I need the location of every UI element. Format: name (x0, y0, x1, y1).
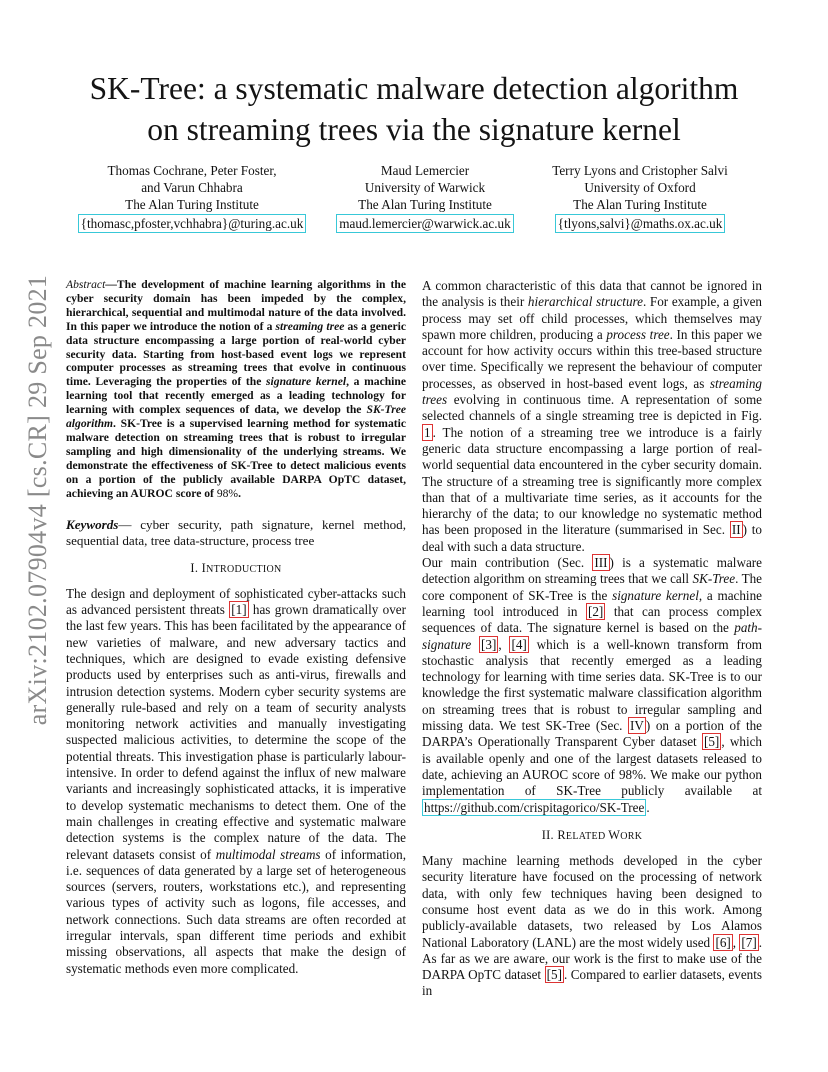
abstract-term: SK-Tree algorithm (66, 403, 406, 431)
author-affiliation: University of Warwick (364, 180, 486, 195)
abstract (66, 278, 406, 501)
citation-link[interactable]: [3] (481, 636, 497, 652)
body-text: ) to deal with such a data structure. (422, 522, 762, 554)
citation-link[interactable]: [6] (715, 934, 731, 950)
arxiv-id[interactable]: arXiv:2102.07904v4 [cs.CR] 29 Sep 2021 (23, 274, 52, 726)
section-link[interactable]: IV (630, 718, 644, 734)
body-term: path-signature (422, 620, 762, 652)
section-number: I. I (190, 560, 207, 575)
citation-link[interactable]: [7] (741, 934, 757, 950)
left-column (66, 278, 406, 977)
abstract-text: . (238, 486, 241, 500)
body-text: . The notion of a streaming tree we introduce is a fairly generic data structure encompassing a large portion of real-world sequential data encountered in the cyber security domain. The structure of a streaming tree is significantly more complex than that of a multivariate time series, as it accounts for the hierarchy of the data; to our knowledge no systematic method has been proposed in the literature (summarised in Sec. (422, 424, 762, 538)
body-paragraph (422, 555, 762, 816)
keywords-label: Keywords (66, 516, 119, 532)
body-term: signature kernel (612, 587, 699, 603)
author-email-link[interactable]: maud.lemercier@warwick.ac.uk (336, 214, 513, 233)
body-text: . For example, a given process may set off child processes, which themselves may spawn more children, producing a (422, 294, 762, 342)
body-text: that can process complex sequences of data. The signature kernel is based on the (422, 603, 762, 636)
abstract-score: 98% (216, 486, 239, 500)
intro-paragraph (66, 586, 406, 977)
right-column (422, 278, 762, 1000)
author-names: Maud Lemercier (380, 163, 470, 178)
body-text: . Compared to earlier datasets, events in (422, 967, 762, 999)
body-text: ) on a portion of the DARPA’s Operationally Transparent Cyber dataset (422, 718, 763, 750)
github-link[interactable]: https://github.com/crispitagorico/SK-Tree (424, 799, 645, 815)
body-paragraph (422, 278, 762, 555)
section-title: ELATED (565, 830, 609, 842)
body-text: . (646, 799, 650, 815)
section-title: W (608, 827, 621, 842)
section-link[interactable]: II (731, 522, 741, 538)
body-text: evolving in continuous time. A representation of some selected channels of a single streaming tree is depicted in Fig. (422, 392, 762, 424)
abstract-text: as a generic data structure encompassing a large portion of real-world cyber security data. Starting from host-based event logs we represent computer processes as streaming trees that evolve in continuous time. Leveraging the properties of the (66, 319, 406, 389)
abstract-text: , a machine learning tool that recently emerged as a leading technology for learning with complex sequences of data, we develop the (66, 375, 406, 417)
section-title: NTRODUCTION (206, 563, 282, 575)
abstract-text: . SK-Tree is a supervised learning method for systematic malware detection on streaming trees that is robust to irregular sampling and high dimensionality of the underlying streams. We demonstrate the effectiveness of SK-Tree to detect malicious events on a portion of the publicly available DARPA OpTC dataset, achieving an AUROC score of (66, 417, 406, 500)
body-term: SK-Tree (692, 571, 736, 587)
abstract-text: —The development of machine learning algorithms in the cyber security domain has been impeded by the complex, hierarchical, sequential and multimodal nature of the data involved. In this paper we introduce the notion of a (66, 278, 406, 333)
author-email-link[interactable]: {tlyons,salvi}@maths.ox.ac.uk (555, 214, 726, 233)
body-text: has grown dramatically over the last few years. This has been facilitated by the appearance of new varieties of malware, and new adversary tactics and techniques, which are designed to evade existing defensive products used by enterprises such as anti-virus, firewalls and intrusion detection systems. Modern cyber security systems are generally rule-based and rely on a team of security analysts monitoring network activities and manually investigating suspected malicious activities, to determine the scope of the potential threats. This investigation phase is particularly labour-intensive. In order to defend against the influx of new malware variants and increasingly sophisticated attacks, it is imperative to develop systematic mechanisms to detect them. One of the main challenges in creating effective and systematic malware detection systems is the complex nature of the data. The relevant datasets consist of (66, 602, 406, 862)
body-text: of information, i.e. sequences of data generated by a large set of heterogeneous sources (servers, routers, workstations etc.), and representing various types of activity such as logons, file accesses, and network connections. Such data streams are often recorded at irregular intervals, span different time periods and exhibit missing observations, all aspects that make the design of systematic methods even more complicated. (66, 846, 407, 976)
body-text: ) is a systematic malware detection algorithm on streaming trees that we call (422, 555, 762, 587)
author-names: Terry Lyons and Cristopher Salvi (552, 163, 728, 178)
body-text (471, 637, 479, 652)
related-paragraph (422, 853, 762, 1000)
body-text: which is a well-known transform from stochastic analysis that recently emerged as a leading technology for learning with time series data. SK-Tree is to our knowledge the first systematic malware classification algorithm on streaming trees that is robust to irregular sampling and missing data. We test SK-Tree (Sec. (422, 636, 762, 734)
author-names: and Varun Chhabra (141, 180, 243, 195)
author-group-2 (310, 162, 540, 233)
body-text: Many machine learning methods developed in the cyber security literature have focused on the processing of network data, with only few techniques having been designed to consume host event data as we do in this work. Among publicly-available datasets, two released by Los Alamos National Laboratory (LANL) are the most widely used (422, 853, 762, 950)
body-text: . In this paper we account for how activity occurs within this tree-based structure over time. Specifically we represent the behaviour of computer processes, as observed in host-based event logs, as (422, 326, 762, 391)
body-text: , (498, 636, 510, 652)
author-affiliation: The Alan Turing Institute (573, 197, 707, 212)
author-affiliation: University of Oxford (584, 180, 696, 195)
abstract-label: Abstract (66, 278, 106, 291)
citation-link[interactable]: [4] (511, 636, 527, 652)
abstract-term: streaming tree (275, 319, 345, 333)
body-text: The design and deployment of sophisticated cyber-attacks such as advanced persistent threats (66, 585, 406, 618)
section-number: II. R (541, 827, 566, 842)
section-title: ORK (620, 830, 643, 842)
keywords (66, 517, 406, 549)
author-group-1 (60, 162, 324, 233)
keywords-text: — cyber security, path signature, kernel method, sequential data, tree data-structure, process tree (66, 516, 406, 548)
section-link[interactable]: III (594, 555, 608, 571)
body-term: multimodal streams (215, 846, 321, 862)
body-text: , which is available openly and one of the largest datasets released to date, achieving an AUROC score of 98%. We make our python implementation of SK-Tree publicly available at (422, 734, 762, 799)
body-term: hierarchical structure (527, 294, 643, 310)
title-line-1: SK-Tree: a systematic malware detection algorithm (89, 71, 739, 106)
body-term: process tree (606, 326, 670, 342)
citation-link[interactable]: [2] (587, 603, 604, 619)
author-group-3 (520, 162, 760, 233)
body-term: streaming trees (422, 375, 762, 408)
author-email-link[interactable]: {thomasc,pfoster,vchhabra}@turing.ac.uk (78, 214, 307, 233)
author-affiliation: The Alan Turing Institute (125, 197, 259, 212)
paper-title (60, 68, 768, 150)
section-heading-related-work (422, 827, 762, 845)
body-text: . As far as we are aware, our work is the first to make use of the DARPA OpTC dataset (422, 934, 762, 983)
body-text: , a machine learning tool introduced in (422, 587, 762, 619)
title-line-2: on streaming trees via the signature kernel (147, 112, 681, 147)
body-text: . The core component of SK-Tree is the (422, 571, 763, 603)
arxiv-stamp (18, 274, 58, 726)
figure-link[interactable]: 1 (424, 424, 431, 440)
section-heading-introduction (66, 560, 406, 578)
citation-link[interactable]: [5] (546, 967, 562, 983)
author-affiliation: The Alan Turing Institute (358, 197, 492, 212)
abstract-term: signature kernel (266, 375, 347, 389)
body-text: Our main contribution (Sec. (422, 555, 593, 571)
body-text: A common characteristic of this data that cannot be ignored in the analysis is their (422, 278, 762, 310)
citation-link[interactable]: [5] (703, 734, 720, 750)
citation-link[interactable]: [1] (231, 602, 247, 618)
author-names: Thomas Cochrane, Peter Foster, (107, 163, 277, 178)
body-text: , (732, 934, 740, 950)
